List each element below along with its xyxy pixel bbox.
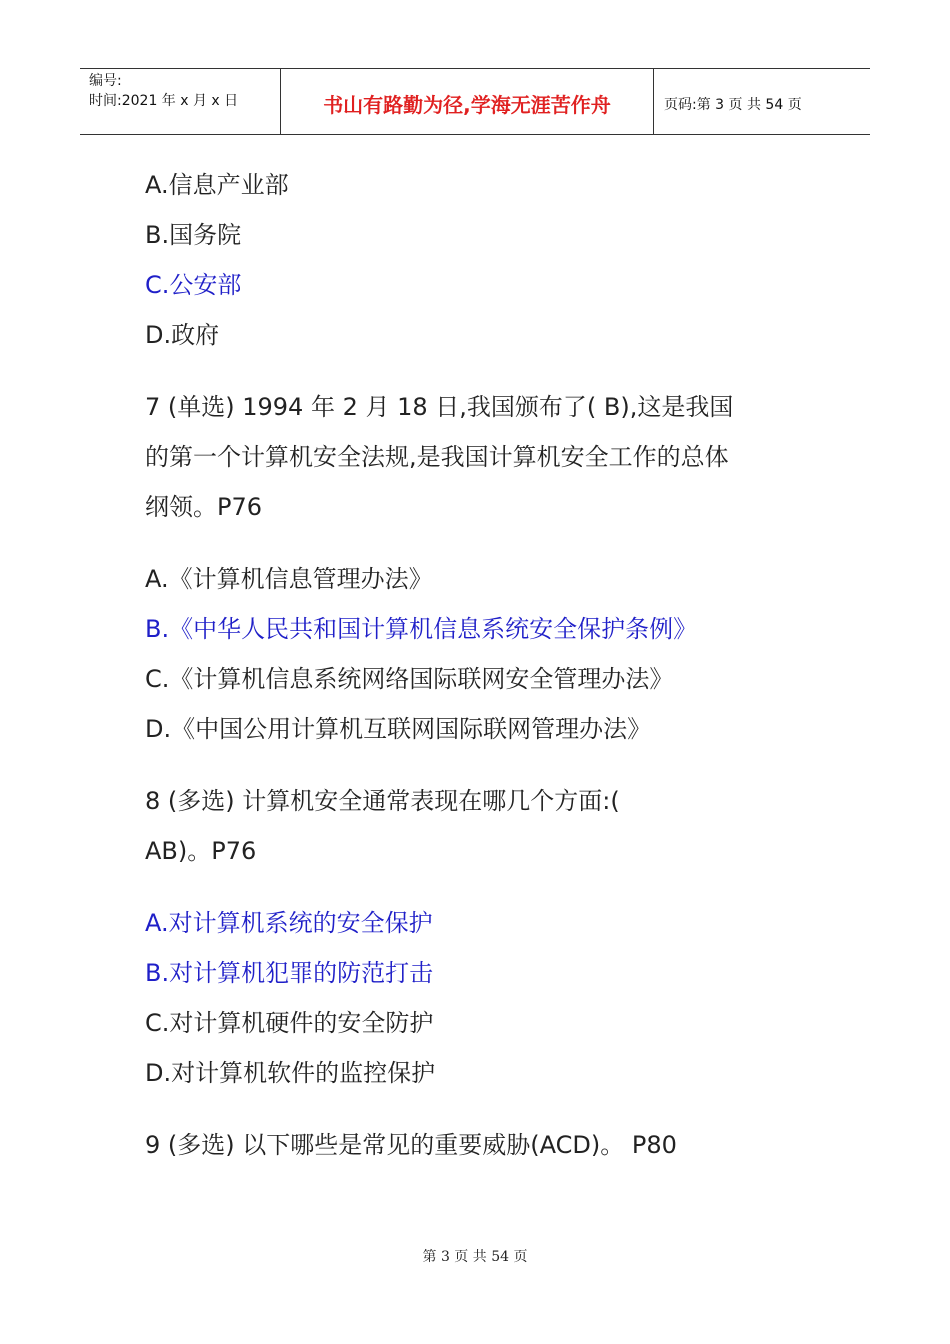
- option-q8-a-answer: A.对计算机系统的安全保护: [145, 909, 433, 937]
- time-label: 时间:2021 年 x 月 x 日: [89, 93, 239, 109]
- header-meta: [80, 69, 281, 134]
- question-9: [145, 1120, 825, 1170]
- q7-options: [145, 554, 825, 754]
- number-label: 编号:: [89, 73, 122, 89]
- option-q7-c: C.《计算机信息系统网络国际联网安全管理办法》: [145, 665, 674, 693]
- option-q7-d: D.《中国公用计算机互联网国际联网管理办法》: [145, 715, 652, 743]
- option-q6-b: B.国务院: [145, 221, 242, 249]
- header-page-info: 页码:第 3 页 共 54 页: [664, 96, 802, 113]
- option-q8-c: C.对计算机硬件的安全防护: [145, 1009, 434, 1037]
- page-header: [80, 68, 870, 135]
- header-motto: 书山有路勤为径,学海无涯苦作舟: [281, 69, 654, 134]
- question-7-line-3: 纲领。P76: [145, 493, 263, 521]
- question-7-line-2: 的第一个计算机安全法规,是我国计算机安全工作的总体: [145, 443, 729, 471]
- question-7-line-1: 7 (单选) 1994 年 2 月 18 日,我国颁布了( B),这是我国: [145, 393, 734, 421]
- option-q6-c-answer: C.公安部: [145, 271, 242, 299]
- question-7: [145, 382, 825, 532]
- option-q6-a: A.信息产业部: [145, 171, 289, 199]
- question-9-line-1: 9 (多选) 以下哪些是常见的重要威胁(ACD)。 P80: [145, 1131, 677, 1159]
- option-q6-d: D.政府: [145, 321, 220, 349]
- option-q8-d: D.对计算机软件的监控保护: [145, 1059, 436, 1087]
- option-q7-a: A.《计算机信息管理办法》: [145, 565, 433, 593]
- page-footer: 第 3 页 共 54 页: [422, 1249, 528, 1265]
- document-body: [145, 160, 825, 1192]
- question-8-line-1: 8 (多选) 计算机安全通常表现在哪几个方面:(: [145, 787, 620, 815]
- q8-options: [145, 898, 825, 1098]
- option-q7-b-answer: B.《中华人民共和国计算机信息系统安全保护条例》: [145, 615, 698, 643]
- question-8-line-2: AB)。P76: [145, 837, 257, 865]
- option-q8-b-answer: B.对计算机犯罪的防范打击: [145, 959, 434, 987]
- question-8: [145, 776, 825, 876]
- q6-options: [145, 160, 825, 360]
